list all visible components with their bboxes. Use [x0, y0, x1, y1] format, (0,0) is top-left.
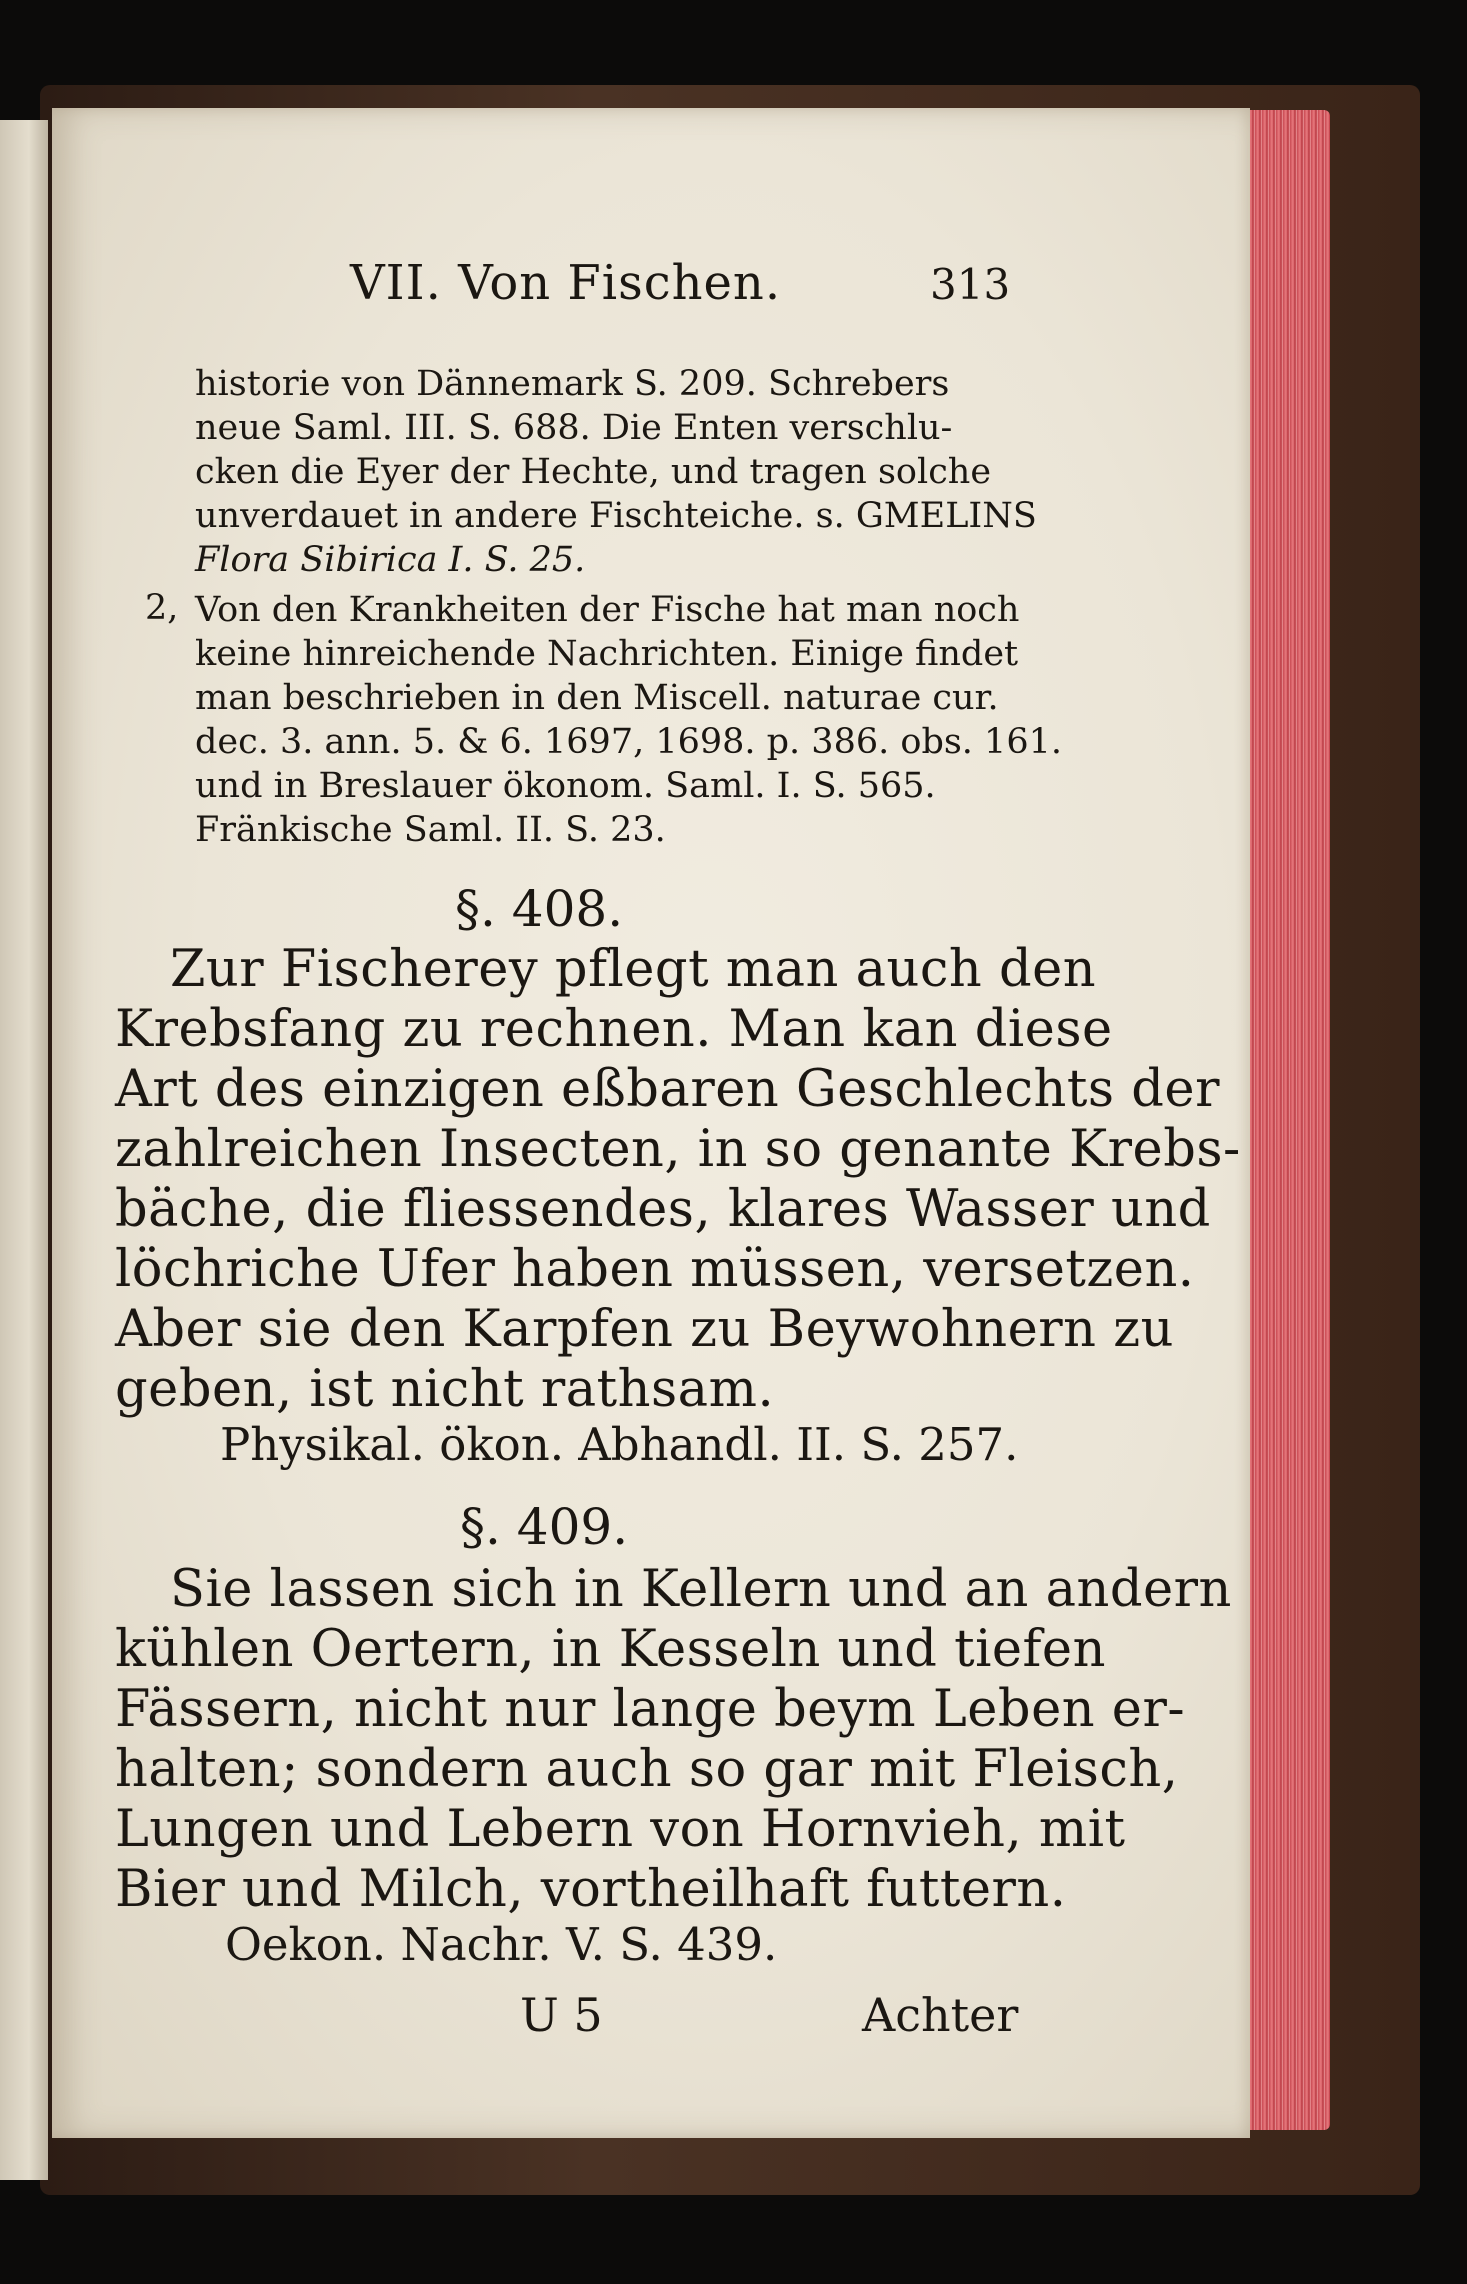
footnote-line: man beschrieben in den Miscell. naturae cur.: [195, 678, 999, 718]
footnote-line: dec. 3. ann. 5. & 6. 1697, 1698. p. 386. obs. 161.: [195, 722, 1062, 762]
body-line: kühlen Oertern, in Kesseln und tiefen: [115, 1620, 1106, 1679]
body-line: Aber sie den Karpfen zu Beywohnern zu: [115, 1300, 1174, 1359]
body-line: geben, ist nicht rathsam.: [115, 1360, 775, 1419]
page-number: 313: [930, 260, 1011, 309]
footnote-line: cken die Eyer der Hechte, und tragen solche: [195, 452, 992, 492]
footnote-number: 2,: [145, 588, 179, 628]
body-line: Bier und Milch, vortheilhaft futtern.: [115, 1860, 1067, 1919]
footnote-line: keine hinreichende Nachrichten. Einige findet: [195, 634, 1019, 674]
footnote-line: unverdauet in andere Fischteiche. s. GMELINS: [195, 496, 1037, 536]
running-head-title: VII. Von Fischen.: [350, 255, 782, 311]
body-line: zahlreichen Insecten, in so genante Krebs-: [115, 1120, 1241, 1179]
body-line: Sie lassen sich in Kellern und an andern: [170, 1560, 1232, 1619]
footnote-line: historie von Dännemark S. 209. Schrebers: [195, 364, 950, 404]
footnote-line: neue Saml. III. S. 688. Die Enten verschlu-: [195, 408, 953, 448]
body-line: Krebsfang zu rechnen. Man kan diese: [115, 1000, 1113, 1059]
section-heading: §. 409.: [460, 1498, 629, 1556]
body-line: Art des einzigen eßbaren Geschlechts der: [115, 1060, 1220, 1119]
footnote-line: Flora Sibirica I. S. 25.: [195, 540, 586, 580]
body-line: Lungen und Lebern von Hornvieh, mit: [115, 1800, 1126, 1859]
body-line: halten; sondern auch so gar mit Fleisch,: [115, 1740, 1179, 1799]
body-line: Fässern, nicht nur lange beym Leben er-: [115, 1680, 1186, 1739]
signature-mark: U 5: [520, 1988, 603, 2042]
catchword: Achter: [862, 1988, 1019, 2042]
footnote-line: und in Breslauer ökonom. Saml. I. S. 565.: [195, 766, 936, 806]
footnote-line: Fränkische Saml. II. S. 23.: [195, 810, 666, 850]
footnote-line: Von den Krankheiten der Fische hat man noch: [195, 590, 1020, 630]
section-reference: Oekon. Nachr. V. S. 439.: [225, 1918, 778, 1971]
body-line: Zur Fischerey pflegt man auch den: [170, 940, 1097, 999]
body-line: löchriche Ufer haben müssen, versetzen.: [115, 1240, 1195, 1299]
previous-page-edge: [0, 120, 48, 2180]
body-line: bäche, die fliessendes, klares Wasser und: [115, 1180, 1211, 1239]
section-heading: §. 408.: [455, 880, 624, 938]
section-reference: Physikal. ökon. Abhandl. II. S. 257.: [220, 1418, 1019, 1471]
